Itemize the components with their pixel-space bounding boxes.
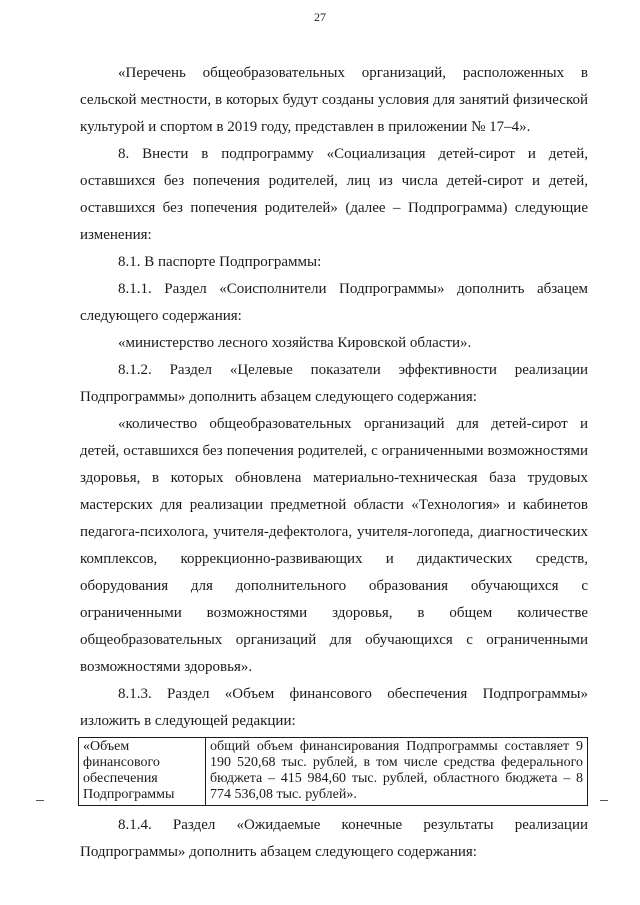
paragraph-6: 8.1.2. Раздел «Целевые показатели эффективности реализации Подпрограммы» дополнить абзацем следующего содержания: <box>80 362 588 405</box>
paragraph-8: 8.1.3. Раздел «Объем финансового обеспечения Подпрограммы» изложить в следующей редакции: <box>80 686 588 729</box>
paragraph-2: 8. Внести в подпрограмму «Социализация детей-сирот и детей, оставшихся без попечения родителей, лиц из числа детей-сирот и детей, оставшихся без попечения родителей» (далее – Подпрограмма) следующие изменения: <box>80 146 588 243</box>
paragraph-4: 8.1.1. Раздел «Соисполнители Подпрограммы» дополнить абзацем следующего содержания: <box>80 281 588 324</box>
financing-table <box>78 737 588 806</box>
document-body <box>80 60 588 866</box>
paragraph-3: 8.1. В паспорте Подпрограммы: <box>118 254 322 270</box>
margin-mark-left <box>36 800 44 801</box>
paragraph-5: «министерство лесного хозяйства Кировской области». <box>118 335 472 351</box>
paragraph-9: 8.1.4. Раздел «Ожидаемые конечные результаты реализации Подпрограммы» дополнить абзацем следующего содержания: <box>80 817 588 860</box>
table-row <box>79 738 588 806</box>
paragraph-1: «Перечень общеобразовательных организаций, расположенных в сельской местности, в которых будут созданы условия для занятий физической культурой и спортом в 2019 году, представлен в приложении № 17–4». <box>80 65 588 135</box>
table-cell-value: общий объем финансирования Подпрограммы составляет 9 190 520,68 тыс. рублей, в том числе средства федерального бюджета – 415 984,60 тыс. рублей, областного бюджета – 8 774 536,08 тыс. рублей». <box>206 738 588 806</box>
margin-mark-right <box>600 800 608 801</box>
page-number: 27 <box>314 10 326 24</box>
table-cell-label: «Объем финансового обеспечения Подпрограммы <box>79 738 206 806</box>
paragraph-7: «количество общеобразовательных организаций для детей-сирот и детей, оставшихся без попечения родителей, с ограниченными возможностями здоровья, в которых обновлена материально-техническая база трудовых мастерских для реализации предметной области «Технология» и кабинетов педагога-психолога, учителя-дефектолога, учителя-логопеда, диагностических комплексов, коррекционно-развивающих и дидактических средств, оборудования для дополнительного образования обучающихся с ограниченными возможностями здоровья, в общем количестве общеобразовательных организаций для обучающихся с ограниченными возможностями здоровья». <box>80 416 588 675</box>
